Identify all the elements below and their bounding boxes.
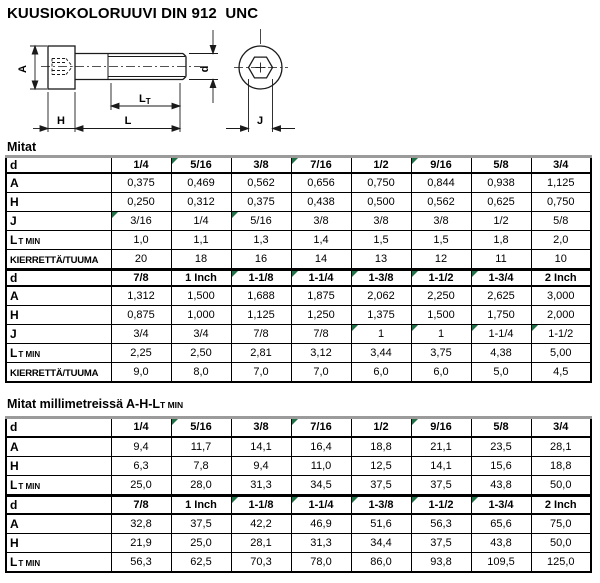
comment-flag-icon [292, 497, 298, 503]
dim-value: 3/16 [111, 212, 171, 231]
row-label: A [6, 173, 111, 193]
dim-value: 62,5 [171, 553, 231, 573]
dim-row [6, 456, 591, 475]
dim-value: 0,625 [471, 193, 531, 212]
dim-value: 37,5 [171, 514, 231, 534]
size-col-header: 1/4 [111, 418, 171, 437]
dim-value: 1,125 [531, 173, 591, 193]
dim-value: 0,844 [411, 173, 471, 193]
dim-value: 34,5 [291, 475, 351, 495]
dim-value: 1,688 [231, 286, 291, 306]
heading-subscript: T MIN [160, 400, 184, 410]
dim-value: 3/8 [291, 212, 351, 231]
size-col-header: 7/16 [291, 157, 351, 174]
dim-value: 0,656 [291, 173, 351, 193]
dim-value: 31,3 [231, 475, 291, 495]
dim-value: 1,0 [111, 231, 171, 250]
dim-value: 8,0 [171, 363, 231, 383]
row-label: LT MIN [6, 344, 111, 363]
comment-flag-icon [412, 497, 418, 503]
row-label: d [6, 495, 111, 514]
dim-value: 18,8 [531, 456, 591, 475]
dim-value: 2,0 [531, 231, 591, 250]
dim-value: 43,8 [471, 534, 531, 553]
dim-value: 21,9 [111, 534, 171, 553]
dim-value: 5,00 [531, 344, 591, 363]
table-inch [5, 155, 592, 383]
size-col-header: 7/16 [291, 418, 351, 437]
dim-value: 50,0 [531, 534, 591, 553]
screw-side-view [41, 46, 200, 89]
dim-value: 12 [411, 250, 471, 270]
dim-value: 4,5 [531, 363, 591, 383]
dim-value: 18 [171, 250, 231, 270]
dim-value: 12,5 [351, 456, 411, 475]
row-label: d [6, 418, 111, 437]
dim-value: 1,250 [291, 306, 351, 325]
dim-value: 0,250 [111, 193, 171, 212]
dim-row [6, 306, 591, 325]
dim-value: 3,75 [411, 344, 471, 363]
row-label: LT MIN [6, 553, 111, 573]
dim-value: 1,312 [111, 286, 171, 306]
comment-flag-icon [472, 271, 478, 277]
dim-row [6, 514, 591, 534]
comment-flag-icon [232, 212, 238, 218]
size-header-row [6, 495, 591, 514]
size-col-header: 5/8 [471, 157, 531, 174]
dim-value: 37,5 [411, 475, 471, 495]
dim-value: 1/2 [471, 212, 531, 231]
section-heading-mm: Mitat millimetreissä A-H-LT MIN [7, 397, 184, 411]
dim-value: 7,0 [291, 363, 351, 383]
dim-row [6, 363, 591, 383]
dim-value: 7,8 [171, 456, 231, 475]
size-col-header: 5/16 [171, 157, 231, 174]
dim-value: 75,0 [531, 514, 591, 534]
comment-flag-icon [412, 325, 418, 331]
row-label: LT MIN [6, 475, 111, 495]
size-col-header: 1-3/4 [471, 270, 531, 287]
dim-value: 0,312 [171, 193, 231, 212]
comment-flag-icon [172, 158, 178, 164]
dim-value: 0,469 [171, 173, 231, 193]
dim-value: 0,562 [411, 193, 471, 212]
size-col-header: 1-3/8 [351, 270, 411, 287]
dim-value: 3/8 [411, 212, 471, 231]
dim-value: 3,12 [291, 344, 351, 363]
dim-value: 78,0 [291, 553, 351, 573]
size-col-header: 1/2 [351, 418, 411, 437]
page-title: KUUSIOKOLORUUVI DIN 912 UNC [7, 5, 259, 22]
dim-value: 15,6 [471, 456, 531, 475]
dim-value: 2,25 [111, 344, 171, 363]
dim-value: 50,0 [531, 475, 591, 495]
dim-row [6, 212, 591, 231]
row-label: d [6, 270, 111, 287]
dim-value: 25,0 [171, 534, 231, 553]
size-col-header: 1/4 [111, 157, 171, 174]
dim-row [6, 231, 591, 250]
comment-flag-icon [412, 271, 418, 277]
size-col-header: 5/8 [471, 418, 531, 437]
dim-value: 10 [531, 250, 591, 270]
dim-value: 4,38 [471, 344, 531, 363]
size-col-header: 3/4 [531, 157, 591, 174]
row-label: LT MIN [6, 231, 111, 250]
row-label: H [6, 534, 111, 553]
dim-value: 6,0 [351, 363, 411, 383]
dim-value: 56,3 [111, 553, 171, 573]
size-col-header: 3/8 [231, 418, 291, 437]
dim-value: 6,0 [411, 363, 471, 383]
dim-value: 16 [231, 250, 291, 270]
dim-value: 34,4 [351, 534, 411, 553]
dim-value: 1 [351, 325, 411, 344]
comment-flag-icon [412, 158, 418, 164]
dim-value: 56,3 [411, 514, 471, 534]
dim-value: 28,0 [171, 475, 231, 495]
dim-row [6, 250, 591, 270]
dim-value: 109,5 [471, 553, 531, 573]
dim-value: 3/4 [111, 325, 171, 344]
row-label: H [6, 193, 111, 212]
dim-value: 32,8 [111, 514, 171, 534]
comment-flag-icon [412, 419, 418, 425]
dim-value: 1,500 [171, 286, 231, 306]
comment-flag-icon [472, 497, 478, 503]
dim-value: 5,0 [471, 363, 531, 383]
dim-value: 5/16 [231, 212, 291, 231]
inch-dimensions-table-container [5, 155, 592, 383]
dim-value: 28,1 [231, 534, 291, 553]
row-label: J [6, 325, 111, 344]
size-col-header: 2 Inch [531, 495, 591, 514]
dim-value: 0,375 [111, 173, 171, 193]
dim-value: 0,375 [231, 193, 291, 212]
section-heading-inch: Mitat [7, 140, 37, 154]
comment-flag-icon [112, 212, 118, 218]
dim-value: 3,44 [351, 344, 411, 363]
dim-value: 1,750 [471, 306, 531, 325]
comment-flag-icon [352, 497, 358, 503]
comment-flag-icon [232, 497, 238, 503]
size-col-header: 3/4 [531, 418, 591, 437]
dim-value: 18,8 [351, 437, 411, 457]
comment-flag-icon [532, 325, 538, 331]
dim-value: 9,4 [231, 456, 291, 475]
dim-label-J: J [256, 115, 264, 127]
size-col-header: 1-3/8 [351, 495, 411, 514]
row-label: A [6, 286, 111, 306]
row-label: A [6, 514, 111, 534]
mm-dimensions-table-container [5, 416, 592, 573]
dim-value: 1,375 [351, 306, 411, 325]
dim-row [6, 437, 591, 457]
dim-value: 1,3 [231, 231, 291, 250]
size-col-header: 2 Inch [531, 270, 591, 287]
dim-label-L: L [124, 115, 132, 127]
dim-value: 2,81 [231, 344, 291, 363]
dim-value: 5/8 [531, 212, 591, 231]
comment-flag-icon [292, 271, 298, 277]
dim-value: 14,1 [411, 456, 471, 475]
dim-value: 2,062 [351, 286, 411, 306]
size-col-header: 1-1/2 [411, 270, 471, 287]
size-col-header: 9/16 [411, 418, 471, 437]
dim-value: 0,875 [111, 306, 171, 325]
dim-value: 1,125 [231, 306, 291, 325]
table-mm [5, 416, 592, 573]
row-label: d [6, 157, 111, 174]
dim-value: 13 [351, 250, 411, 270]
dim-value: 42,2 [231, 514, 291, 534]
dim-value: 11 [471, 250, 531, 270]
dim-value: 2,250 [411, 286, 471, 306]
dim-row [6, 344, 591, 363]
comment-flag-icon [472, 325, 478, 331]
dim-value: 43,8 [471, 475, 531, 495]
dim-value: 86,0 [351, 553, 411, 573]
dim-value: 70,3 [231, 553, 291, 573]
dim-value: 28,1 [531, 437, 591, 457]
dim-value: 23,5 [471, 437, 531, 457]
dim-value: 51,6 [351, 514, 411, 534]
dim-row [6, 534, 591, 553]
dim-row [6, 193, 591, 212]
dim-value: 1,500 [411, 306, 471, 325]
row-label: A [6, 437, 111, 457]
row-label: J [6, 212, 111, 231]
dim-value: 1-1/4 [471, 325, 531, 344]
dim-value: 16,4 [291, 437, 351, 457]
dim-value: 1,1 [171, 231, 231, 250]
comment-flag-icon [232, 271, 238, 277]
dim-value: 0,750 [531, 193, 591, 212]
dim-value: 11,7 [171, 437, 231, 457]
dim-value: 25,0 [111, 475, 171, 495]
size-col-header: 9/16 [411, 157, 471, 174]
row-label: H [6, 456, 111, 475]
dim-value: 2,000 [531, 306, 591, 325]
dim-value: 0,750 [351, 173, 411, 193]
screw-end-view [234, 29, 288, 89]
row-label: KIERRETTÄ/TUUMA [6, 250, 111, 270]
dim-label-H: H [57, 115, 65, 127]
comment-flag-icon [292, 158, 298, 164]
size-col-header: 1 Inch [171, 270, 231, 287]
size-col-header: 1-1/8 [231, 495, 291, 514]
size-col-header: 7/8 [111, 495, 171, 514]
screw-technical-drawing [8, 27, 308, 141]
dim-value: 1,875 [291, 286, 351, 306]
dim-value: 1,5 [411, 231, 471, 250]
dim-value: 37,5 [411, 534, 471, 553]
size-col-header: 1-1/4 [291, 270, 351, 287]
row-label: KIERRETTÄ/TUUMA [6, 363, 111, 383]
dim-value: 11,0 [291, 456, 351, 475]
dim-value: 1,8 [471, 231, 531, 250]
dim-value: 1 [411, 325, 471, 344]
dim-value: 7/8 [231, 325, 291, 344]
dim-value: 2,625 [471, 286, 531, 306]
dim-value: 20 [111, 250, 171, 270]
size-col-header: 1-3/4 [471, 495, 531, 514]
dim-value: 1,5 [351, 231, 411, 250]
size-col-header: 1-1/4 [291, 495, 351, 514]
size-col-header: 1-1/8 [231, 270, 291, 287]
dim-value: 65,6 [471, 514, 531, 534]
dim-value: 31,3 [291, 534, 351, 553]
dim-value: 2,50 [171, 344, 231, 363]
dim-value: 125,0 [531, 553, 591, 573]
row-label: H [6, 306, 111, 325]
dim-value: 37,5 [351, 475, 411, 495]
comment-flag-icon [172, 419, 178, 425]
dim-value: 14 [291, 250, 351, 270]
size-header-row [6, 270, 591, 287]
dim-value: 7/8 [291, 325, 351, 344]
dim-row [6, 553, 591, 573]
dim-value: 0,938 [471, 173, 531, 193]
dim-value: 0,500 [351, 193, 411, 212]
comment-flag-icon [352, 271, 358, 277]
dim-value: 7,0 [231, 363, 291, 383]
dim-value: 46,9 [291, 514, 351, 534]
dim-value: 0,438 [291, 193, 351, 212]
dim-value: 3,000 [531, 286, 591, 306]
size-header-row [6, 418, 591, 437]
dim-value: 0,562 [231, 173, 291, 193]
size-col-header: 3/8 [231, 157, 291, 174]
dim-value: 3/4 [171, 325, 231, 344]
dim-row [6, 173, 591, 193]
size-col-header: 7/8 [111, 270, 171, 287]
dim-value: 1,4 [291, 231, 351, 250]
dim-label-d: d [199, 65, 211, 73]
dim-value: 14,1 [231, 437, 291, 457]
dim-label-Lt: LT [139, 93, 151, 106]
size-col-header: 5/16 [171, 418, 231, 437]
dim-row [6, 286, 591, 306]
dim-value: 6,3 [111, 456, 171, 475]
dim-value: 21,1 [411, 437, 471, 457]
dim-row [6, 475, 591, 495]
size-col-header: 1/2 [351, 157, 411, 174]
dim-value: 93,8 [411, 553, 471, 573]
size-col-header: 1-1/2 [411, 495, 471, 514]
dim-row [6, 325, 591, 344]
dim-value: 3/8 [351, 212, 411, 231]
dim-value: 9,4 [111, 437, 171, 457]
comment-flag-icon [292, 419, 298, 425]
size-col-header: 1 Inch [171, 495, 231, 514]
dim-value: 1/4 [171, 212, 231, 231]
dim-value: 1-1/2 [531, 325, 591, 344]
comment-flag-icon [352, 325, 358, 331]
dim-label-A: A [17, 65, 29, 73]
dim-value: 1,000 [171, 306, 231, 325]
size-header-row [6, 157, 591, 174]
dim-value: 9,0 [111, 363, 171, 383]
